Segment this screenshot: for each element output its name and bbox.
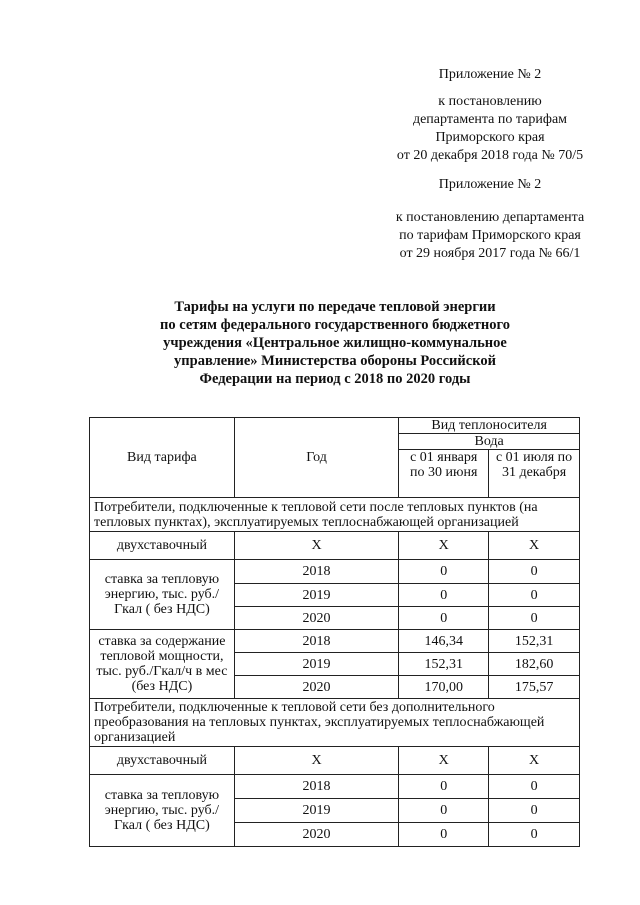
title-line: Федерации на период с 2018 по 2020 годы bbox=[199, 371, 471, 387]
cell-period-2: 0 bbox=[489, 584, 580, 607]
cell-label: ставка за тепловую энергию, тыс. руб./Гкал ( без НДС) bbox=[90, 775, 235, 847]
header-period-1: с 01 января по 30 июня bbox=[399, 450, 489, 498]
cell-year: 2018 bbox=[234, 775, 398, 799]
cell-period-1: 0 bbox=[399, 823, 489, 847]
cell-period-1: X bbox=[399, 747, 489, 775]
appendix-line: к постановлению bbox=[438, 94, 542, 109]
cell-period-2: 152,31 bbox=[489, 630, 580, 653]
cell-period-2: 175,57 bbox=[489, 676, 580, 699]
cell-year: 2018 bbox=[234, 630, 398, 653]
appendix-line: департамента по тарифам bbox=[412, 112, 568, 127]
title-line: по сетям федерального государственного бюджетного bbox=[160, 317, 510, 333]
title-line: Тарифы на услуги по передаче тепловой энергии bbox=[174, 299, 496, 315]
group-row: Потребители, подключенные к тепловой сети без дополнительного преобразования на тепловых пунктах, эксплуатируемых теплоснабжающей организацией bbox=[90, 699, 580, 747]
cell-label: двухставочный bbox=[90, 747, 235, 775]
cell-year: 2020 bbox=[234, 823, 398, 847]
cell-period-2: 0 bbox=[489, 560, 580, 584]
table-row bbox=[90, 747, 580, 775]
appendix-line: к постановлению департамента bbox=[395, 210, 585, 225]
header-carrier: Вид теплоносителя bbox=[399, 418, 580, 434]
table-row bbox=[90, 630, 580, 653]
cell-period-2: 182,60 bbox=[489, 653, 580, 676]
group-row: Потребители, подключенные к тепловой сети после тепловых пунктов (на тепловых пунктах), эксплуатируемых теплоснабжающей организацией bbox=[90, 498, 580, 532]
cell-year: X bbox=[234, 532, 398, 560]
appendix-line: Приморского края bbox=[435, 130, 545, 145]
cell-year: 2020 bbox=[234, 607, 398, 630]
cell-period-2: X bbox=[489, 747, 580, 775]
cell-period-2: 0 bbox=[489, 823, 580, 847]
cell-year: 2019 bbox=[234, 653, 398, 676]
cell-period-2: 0 bbox=[489, 607, 580, 630]
appendix-heading: Приложение № 2 bbox=[438, 177, 542, 192]
table-row bbox=[90, 775, 580, 799]
cell-period-1: 0 bbox=[399, 560, 489, 584]
cell-label: ставка за содержание тепловой мощности, тыс. руб./Гкал/ч в мес (без НДС) bbox=[90, 630, 235, 699]
cell-period-2: 0 bbox=[489, 775, 580, 799]
title-line: управление» Министерства обороны Российской bbox=[174, 353, 496, 369]
cell-year: 2019 bbox=[234, 584, 398, 607]
header-period-2: с 01 июля по 31 декабря bbox=[489, 450, 580, 498]
cell-year: X bbox=[234, 747, 398, 775]
cell-period-2: X bbox=[489, 532, 580, 560]
cell-label: ставка за тепловую энергию, тыс. руб./Гкал ( без НДС) bbox=[90, 560, 235, 630]
cell-year: 2019 bbox=[234, 799, 398, 823]
cell-period-1: 0 bbox=[399, 607, 489, 630]
cell-period-1: 152,31 bbox=[399, 653, 489, 676]
tariff-table bbox=[89, 417, 580, 847]
header-water: Вода bbox=[399, 434, 580, 450]
cell-year: 2018 bbox=[234, 560, 398, 584]
cell-period-1: 0 bbox=[399, 775, 489, 799]
cell-period-2: 0 bbox=[489, 799, 580, 823]
appendix-heading: Приложение № 2 bbox=[438, 67, 542, 82]
title-line: учреждения «Центральное жилищно-коммунальное bbox=[163, 335, 507, 351]
appendix-header-current bbox=[380, 66, 600, 165]
header-tariff-type: Вид тарифа bbox=[90, 418, 235, 498]
document-title bbox=[100, 298, 570, 388]
appendix-header-previous bbox=[380, 176, 600, 263]
table-row bbox=[90, 560, 580, 584]
appendix-line: от 29 ноября 2017 года № 66/1 bbox=[399, 246, 581, 261]
cell-period-1: X bbox=[399, 532, 489, 560]
cell-period-1: 170,00 bbox=[399, 676, 489, 699]
cell-period-1: 146,34 bbox=[399, 630, 489, 653]
cell-period-1: 0 bbox=[399, 584, 489, 607]
table-row bbox=[90, 532, 580, 560]
header-year: Год bbox=[234, 418, 398, 498]
cell-label: двухставочный bbox=[90, 532, 235, 560]
appendix-line: от 20 декабря 2018 года № 70/5 bbox=[396, 148, 584, 163]
cell-period-1: 0 bbox=[399, 799, 489, 823]
cell-year: 2020 bbox=[234, 676, 398, 699]
appendix-line: по тарифам Приморского края bbox=[399, 228, 581, 243]
